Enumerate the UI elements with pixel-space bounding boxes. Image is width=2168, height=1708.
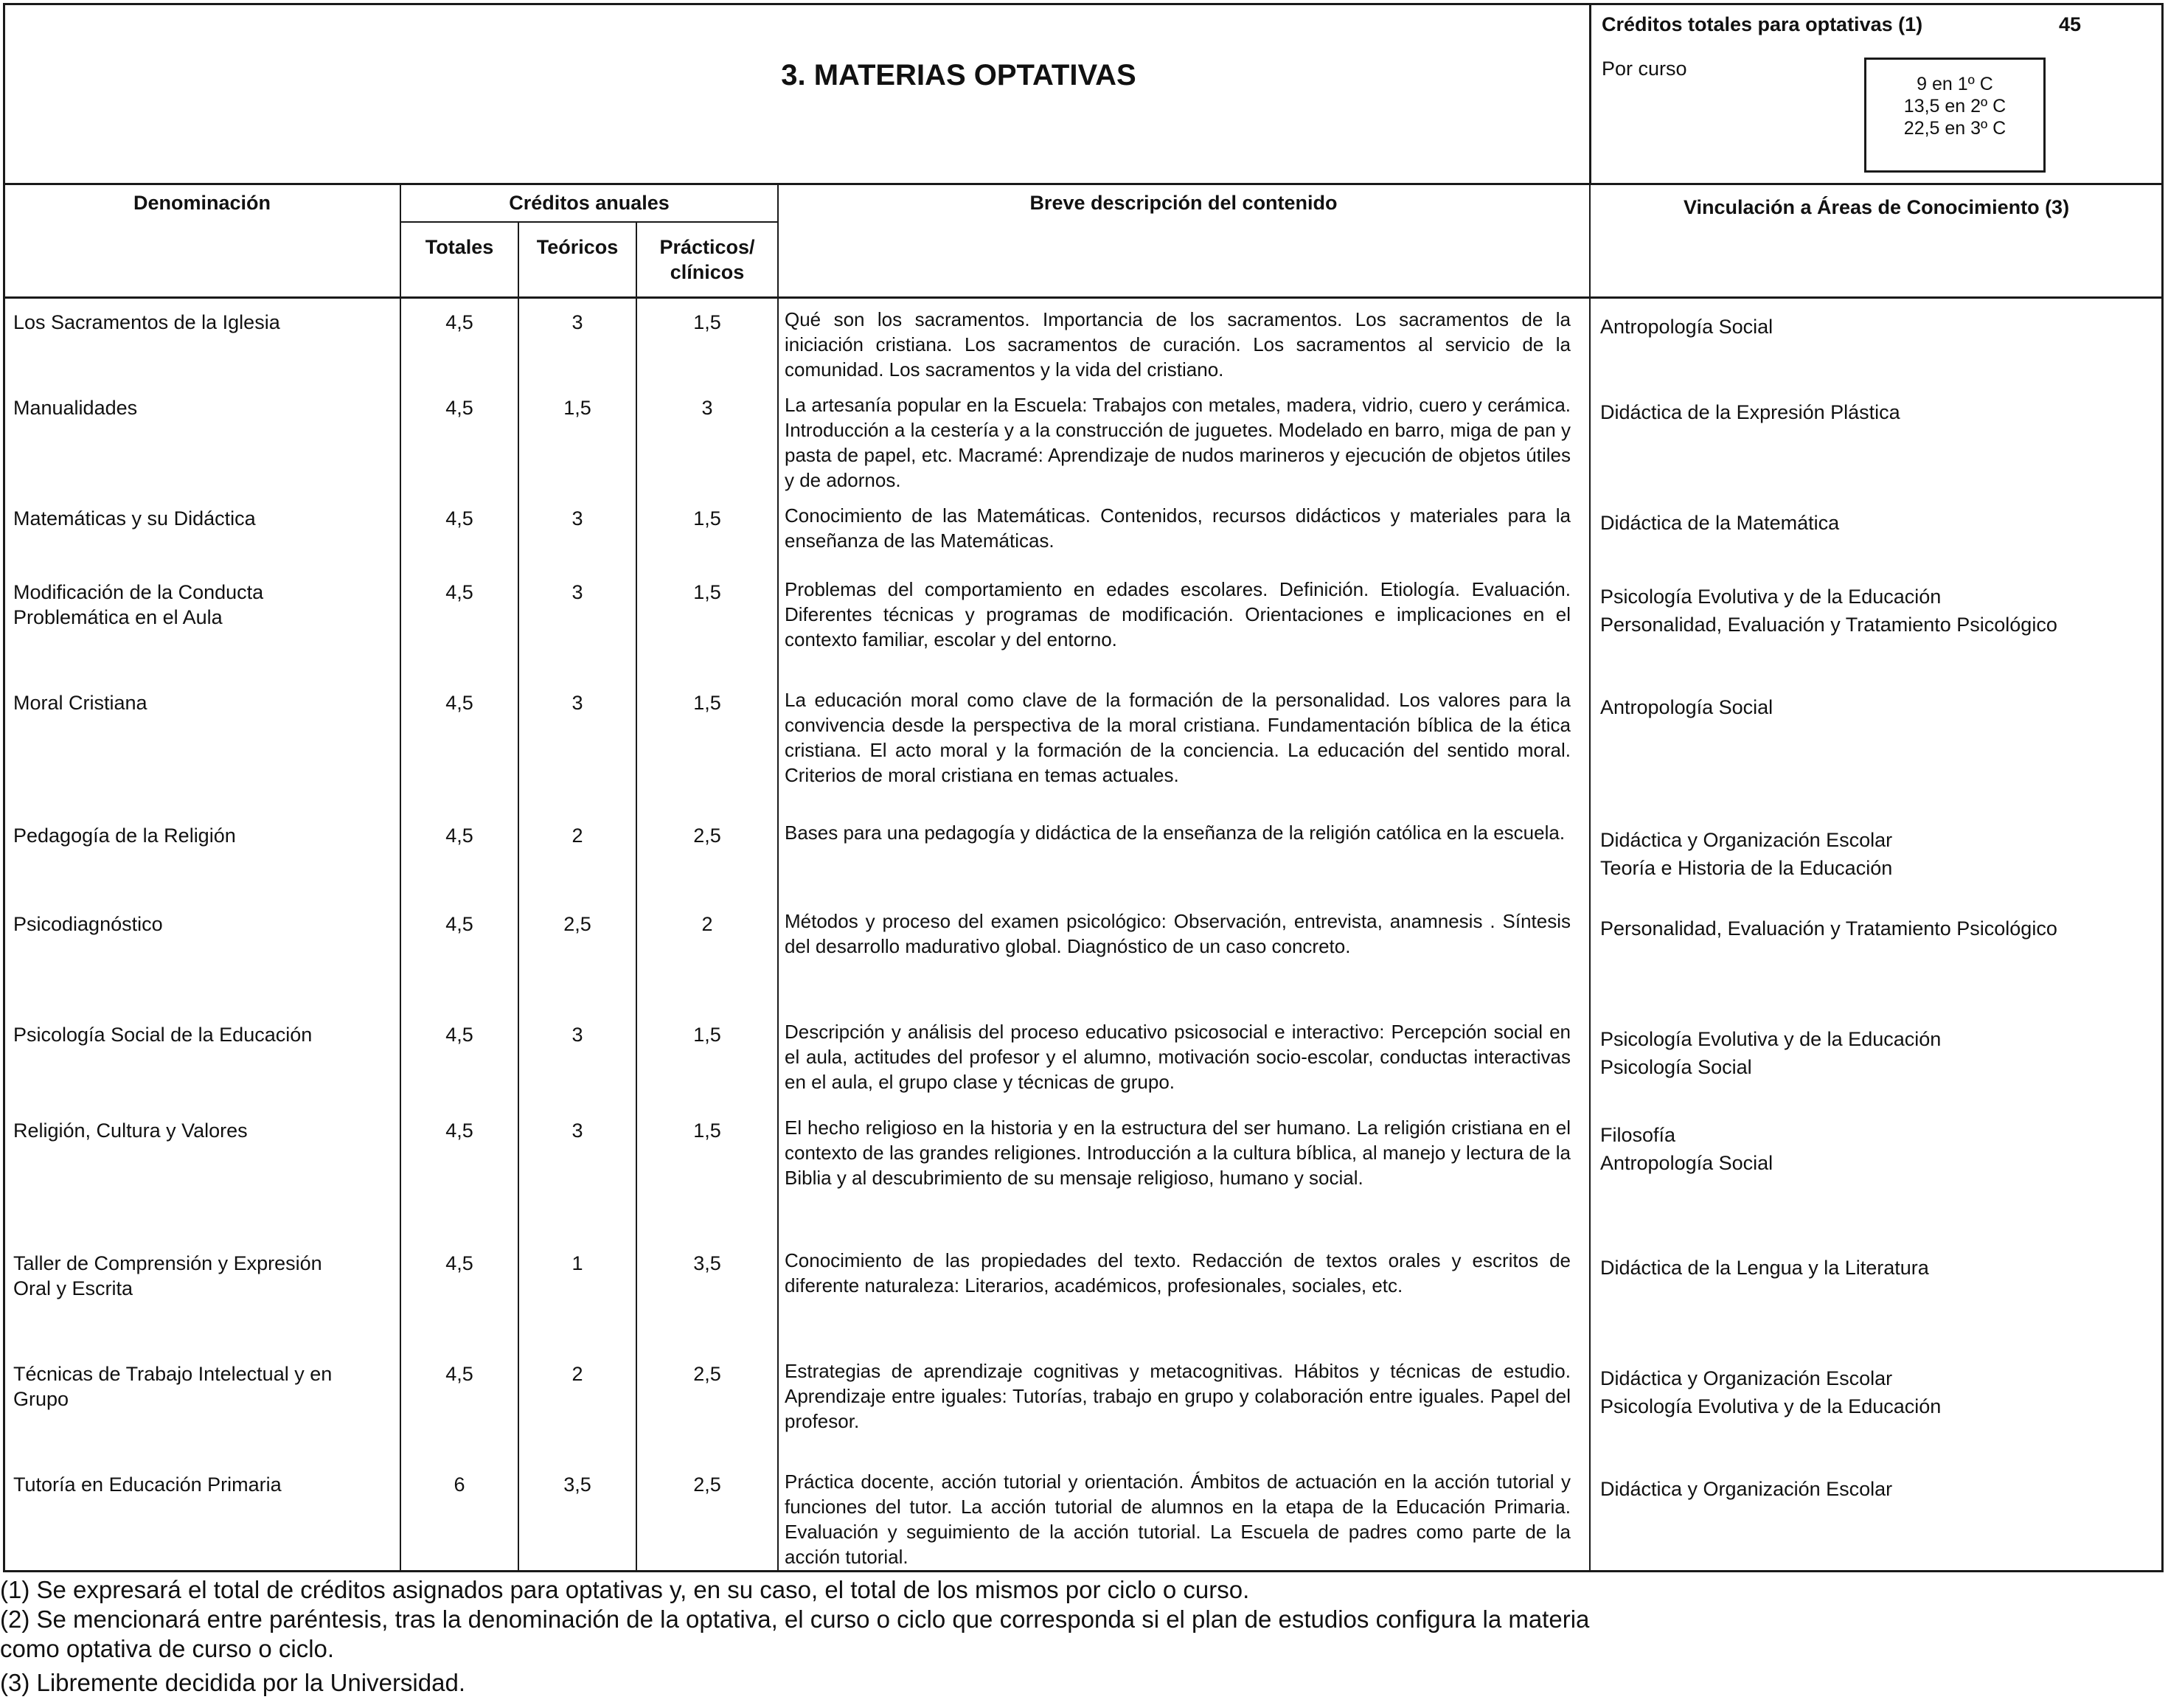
row-totales: 4,5	[445, 1119, 473, 1142]
row-name: Pedagogía de la Religión	[13, 825, 236, 847]
row-area: Didáctica de la Matemática	[1600, 512, 1840, 534]
row-description: Descripción y análisis del proceso educativo psicosocial e interactivo: Percepción social en el aula, actitudes del profesor y el alumno, motivación socio-escolar, conductas interactivas en el aula, el grupo clase y técnicas de grupo.	[785, 1021, 1571, 1093]
row-teoricos: 3	[571, 507, 583, 530]
row-name: Los Sacramentos de la Iglesia	[13, 311, 280, 333]
row-area: Didáctica y Organización Escolar	[1600, 1367, 1893, 1389]
por-curso-label: Por curso	[1602, 58, 1687, 80]
col-header-creditos-anuales: Créditos anuales	[509, 192, 670, 214]
table-border-top	[3, 3, 2164, 5]
row-name: Moral Cristiana	[13, 692, 147, 714]
column-header-divider	[3, 296, 2164, 299]
por-curso-3: 22,5 en 3º C	[1903, 118, 2007, 139]
row-area: Psicología Evolutiva y de la Educación	[1600, 1395, 1942, 1417]
row-area: Psicología Social	[1600, 1056, 1752, 1078]
row-area: Antropología Social	[1600, 696, 1773, 718]
row-description: Práctica docente, acción tutorial y orientación. Ámbitos de actuación en la acción tutorial y funciones del tutor. La acción tutorial de alumnos en la etapa de la Educación Primaria. Evaluación y seguimiento de la acción tutorial. La Escuela de padres como parte de la acción tutorial.	[785, 1471, 1571, 1568]
row-description: Problemas del comportamiento en edades escolares. Definición. Etiología. Evaluación. Diferentes técnicas y programas de modificación. Orientaciones e implicaciones en el contexto familiar, escolar y del entorno.	[785, 578, 1571, 650]
row-description: La educación moral como clave de la formación de la personalidad. Los valores para la convivencia desde la perspectiva de la moral cristiana. Fundamentación bíblica de la ética cristiana. El acto moral y la formación de la conciencia. La educación del sentido moral. Criterios de moral cristiana en temas actuales.	[785, 689, 1571, 786]
row-description: Bases para una pedagogía y didáctica de la enseñanza de la religión católica en la escuela.	[785, 822, 1566, 844]
footnote-2-cont: como optativa de curso o ciclo.	[0, 1635, 335, 1662]
row-totales: 4,5	[445, 397, 473, 419]
row-name: Técnicas de Trabajo Intelectual y en	[13, 1363, 333, 1385]
row-practicos: 2,5	[693, 1363, 721, 1385]
col-header-teoricos: Teóricos	[536, 236, 619, 258]
row-area: Antropología Social	[1600, 1152, 1773, 1174]
row-description: Conocimiento de las propiedades del texto. Redacción de textos orales y escritos de diferente naturaleza: Literarios, académicos, profesionales, sociales, etc.	[785, 1249, 1571, 1296]
row-teoricos: 2	[571, 1363, 583, 1385]
creditos-totales-value: 45	[2059, 13, 2082, 35]
row-practicos: 1,5	[693, 1024, 721, 1046]
row-description: Qué son los sacramentos. Importancia de los sacramentos. Los sacramentos de la iniciación cristiana. Los sacramentos de curación. Los sacramentos al servicio de la comunidad. Los sacramentos y la vida del cristiano.	[785, 308, 1571, 381]
row-description: Estrategias de aprendizaje cognitivas y metacognitivas. Hábitos y técnicas de estudio. Aprendizaje entre iguales: Tutorías, trabajo en grupo y colaboración entre iguales. Papel del profesor.	[785, 1360, 1571, 1432]
row-name: Matemáticas y su Didáctica	[13, 507, 256, 530]
col-header-descripcion: Breve descripción del contenido	[1029, 192, 1338, 214]
row-totales: 4,5	[445, 692, 473, 714]
row-area: Personalidad, Evaluación y Tratamiento Psicológico	[1600, 614, 2057, 636]
row-area: Didáctica y Organización Escolar	[1600, 829, 1893, 851]
row-totales: 4,5	[445, 913, 473, 935]
row-area: Personalidad, Evaluación y Tratamiento Psicológico	[1600, 917, 2057, 940]
col-header-vinculacion: Vinculación a Áreas de Conocimiento (3)	[1683, 196, 2070, 218]
row-area: Didáctica y Organización Escolar	[1600, 1478, 1893, 1500]
col-header-denominacion: Denominación	[133, 192, 271, 214]
row-practicos: 2,5	[693, 825, 721, 847]
row-name: Manualidades	[13, 397, 138, 419]
row-totales: 4,5	[445, 581, 473, 603]
row-practicos: 2,5	[693, 1473, 721, 1496]
row-description: La artesanía popular en la Escuela: Trabajos con metales, madera, vidrio, cuero y cerámica. Introducción a la cestería y a la construcción de juguetes. Modelado en barro, miga de pan y pasta de papel, etc. Macramé: Aprendizaje de nudos marineros y ejecución de objetos útiles y de adornos.	[785, 394, 1571, 491]
row-totales: 4,5	[445, 825, 473, 847]
col-header-practicos: Prácticos/ clínicos	[659, 236, 755, 283]
row-practicos: 3,5	[693, 1252, 721, 1274]
row-totales: 4,5	[445, 311, 473, 333]
row-teoricos: 3	[571, 1119, 583, 1142]
row-name: Taller de Comprensión y Expresión	[13, 1252, 322, 1274]
row-area: Didáctica de la Expresión Plástica	[1600, 401, 1900, 423]
row-practicos: 1,5	[693, 1119, 721, 1142]
footnote-2: (2) Se mencionará entre paréntesis, tras la denominación de la optativa, el curso o ciclo que corresponda si el plan de estudios configura la materia	[0, 1605, 1590, 1633]
subheader-divider	[400, 221, 777, 223]
row-description: El hecho religioso en la historia y en la estructura del ser humano. La religión cristiana en el contexto de las grandes religiones. Introducción a la cultura bíblica, al manejo y lectura de la Biblia y al descubrimiento de su mensaje religioso, humano y social.	[785, 1117, 1571, 1189]
row-area: Filosofía	[1600, 1124, 1676, 1146]
row-teoricos: 3	[571, 1024, 583, 1046]
row-practicos: 1,5	[693, 581, 721, 603]
row-practicos: 1,5	[693, 507, 721, 530]
footnote-1: (1) Se expresará el total de créditos asignados para optativas y, en su caso, el total de los mismos por ciclo o curso.	[0, 1576, 1250, 1603]
col-divider-5	[1589, 183, 1591, 1572]
row-teoricos: 1	[571, 1252, 583, 1274]
row-area: Antropología Social	[1600, 316, 1773, 338]
row-teoricos: 3	[571, 311, 583, 333]
table-border-right	[2161, 3, 2164, 1572]
row-totales: 6	[454, 1473, 465, 1496]
row-description: Conocimiento de las Matemáticas. Contenidos, recursos didácticos y materiales para la enseñanza de las Matemáticas.	[785, 504, 1571, 552]
row-name: Problemática en el Aula	[13, 606, 223, 628]
footnote-3: (3) Libremente decidida por la Universidad.	[0, 1669, 465, 1696]
row-teoricos: 3,5	[563, 1473, 591, 1496]
row-name: Modificación de la Conducta	[13, 581, 264, 603]
por-curso-2: 13,5 en 2º C	[1903, 96, 2007, 117]
row-teoricos: 3	[571, 692, 583, 714]
table-border-bottom	[3, 1570, 2164, 1572]
creditos-totales-label: Créditos totales para optativas (1)	[1602, 13, 1923, 35]
row-name: Psicodiagnóstico	[13, 913, 163, 935]
row-teoricos: 1,5	[563, 397, 591, 419]
row-name: Religión, Cultura y Valores	[13, 1119, 248, 1142]
row-name: Tutoría en Educación Primaria	[13, 1473, 282, 1496]
row-totales: 4,5	[445, 1252, 473, 1274]
table-border-left	[3, 3, 5, 1572]
col-divider-4	[777, 183, 779, 1572]
por-curso-1: 9 en 1º C	[1917, 74, 1993, 94]
row-practicos: 2	[701, 913, 713, 935]
row-name: Oral y Escrita	[13, 1277, 133, 1299]
row-totales: 4,5	[445, 1024, 473, 1046]
header-divider	[3, 183, 2164, 185]
row-totales: 4,5	[445, 1363, 473, 1385]
row-area: Teoría e Historia de la Educación	[1600, 857, 1893, 879]
row-practicos: 1,5	[693, 692, 721, 714]
row-teoricos: 2	[571, 825, 583, 847]
row-area: Psicología Evolutiva y de la Educación	[1600, 586, 1942, 608]
col-header-totales: Totales	[425, 236, 494, 258]
row-practicos: 1,5	[693, 311, 721, 333]
row-totales: 4,5	[445, 507, 473, 530]
row-area: Didáctica de la Lengua y la Literatura	[1600, 1257, 1929, 1279]
title-area-divider	[1589, 3, 1591, 185]
row-name: Psicología Social de la Educación	[13, 1024, 313, 1046]
page-title: 3. MATERIAS OPTATIVAS	[781, 59, 1136, 91]
row-description: Métodos y proceso del examen psicológico: Observación, entrevista, anamnesis . Síntesis del desarrollo madurativo global. Diagnóstico de un caso concreto.	[785, 910, 1571, 957]
row-area: Psicología Evolutiva y de la Educación	[1600, 1028, 1942, 1050]
row-teoricos: 3	[571, 581, 583, 603]
row-practicos: 3	[701, 397, 713, 419]
row-teoricos: 2,5	[563, 913, 591, 935]
por-curso-box	[1864, 58, 2046, 173]
row-name: Grupo	[13, 1388, 69, 1410]
